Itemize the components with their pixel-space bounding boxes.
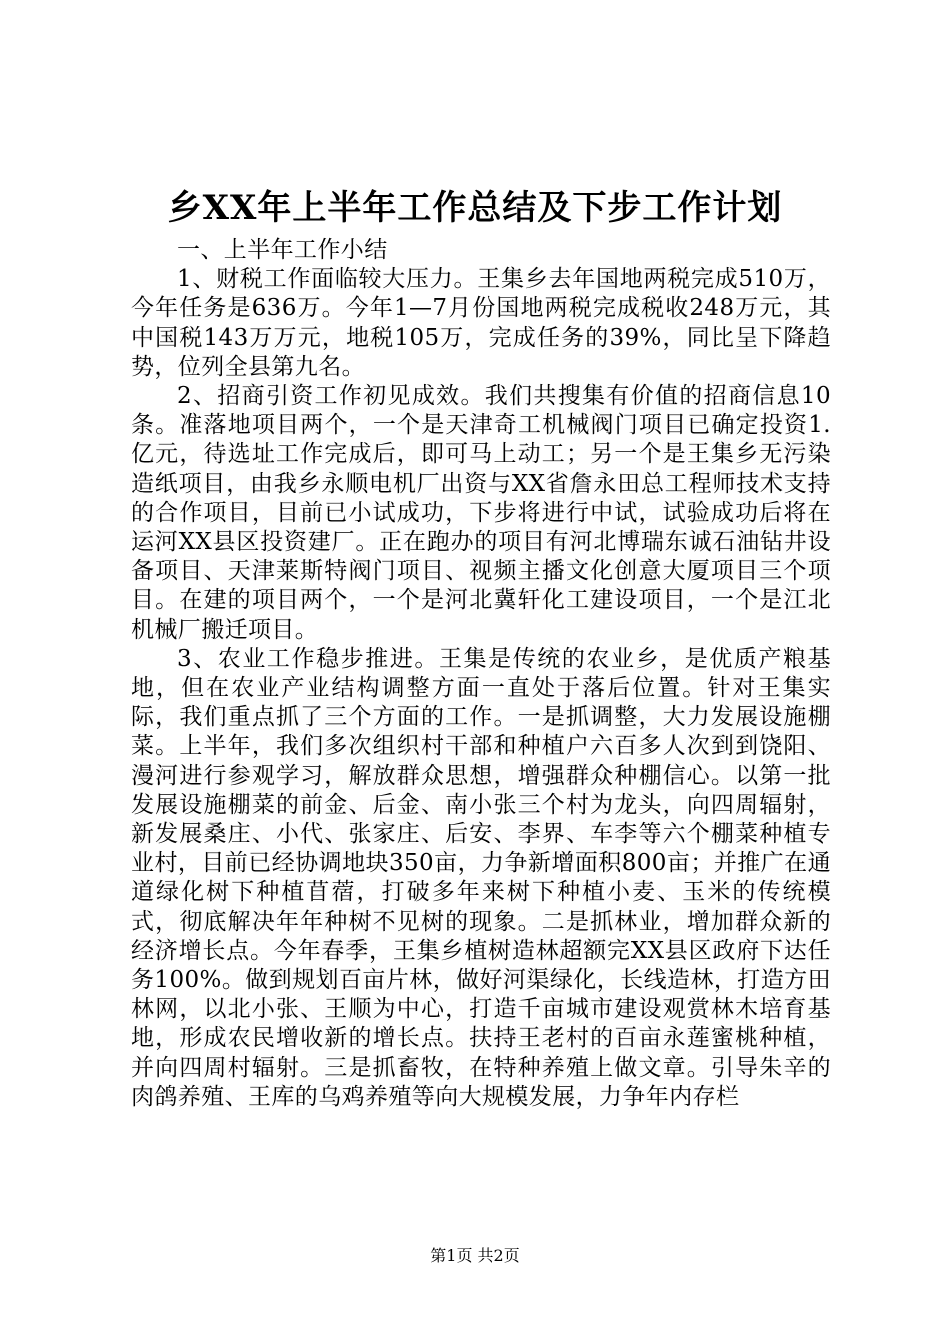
paragraph-agriculture: 3、农业工作稳步推进。王集是传统的农业乡，是优质产粮基地，但在农业产业结构调整方面一直处于落后位置。针对王集实际，我们重点抓了三个方面的工作。一是抓调整，大力发展设施棚菜。上半年，我们多次组织村干部和种植户六百多人次到到饶阳、漫河进行参观学习，解放群众思想，增强群众种棚信心。以第一批发展设施棚菜的前金、后金、南小张三个村为龙头，向四周辐射，新发展桑庄、小代、张家庄、后安、李界、车李等六个棚菜种植专业村，目前已经协调地块350亩，力争新增面积800亩；并推广在通道绿化树下种植苜蓿，打破多年来树下种植小麦、玉米的传统模式，彻底解决年年种树不见树的现象。二是抓林业，增加群众新的经济增长点。今年春季，王集乡植树造林超额完XX县区政府下达任务100%。做到规划百亩片林，做好河渠绿化，长线造林，打造方田林网，以北小张、王顺为中心，打造千亩城市建设观赏林木培育基地，形成农民增收新的增长点。扶持王老村的百亩永莲蜜桃种植，并向四周村辐射。三是抓畜牧，在特种养殖上做文章。引导朱辛的肉鸽养殖、王库的乌鸡养殖等向大规模发展，力争年内存栏 [131,645,831,1110]
paragraph-investment: 2、招商引资工作初见成效。我们共搜集有价值的招商信息10条。准落地项目两个，一个是天津奇工机械阀门项目已确定投资1.亿元，待选址工作完成后，即可马上动工；另一个是王集乡无污染造纸项目，由我乡永顺电机厂出资与XX省詹永田总工程师技术支持的合作项目，目前已小试成功，下步将进行中试，试验成功后将在运河XX县区投资建厂。正在跑办的项目有河北博瑞东诚石油钻井设备项目、天津莱斯特阀门项目、视频主播文化创意大厦项目三个项目。在建的项目两个，一个是河北冀轩化工建设项目，一个是江北机械厂搬迁项目。 [131,383,831,643]
section-heading: 一、上半年工作小结 [177,237,388,263]
paragraph-finance-tax: 1、财税工作面临较大压力。王集乡去年国地两税完成510万，今年任务是636万。今年1—7月份国地两税完成税收248万元，其中国税143万万元，地税105万，完成任务的39%，同比呈下降趋势，位列全县第九名。 [131,266,831,380]
document-title: 乡XX年上半年工作总结及下步工作计划 [167,188,783,228]
document-body [131,236,831,1112]
page-footer: 第1页 共2页 [430,1246,520,1265]
